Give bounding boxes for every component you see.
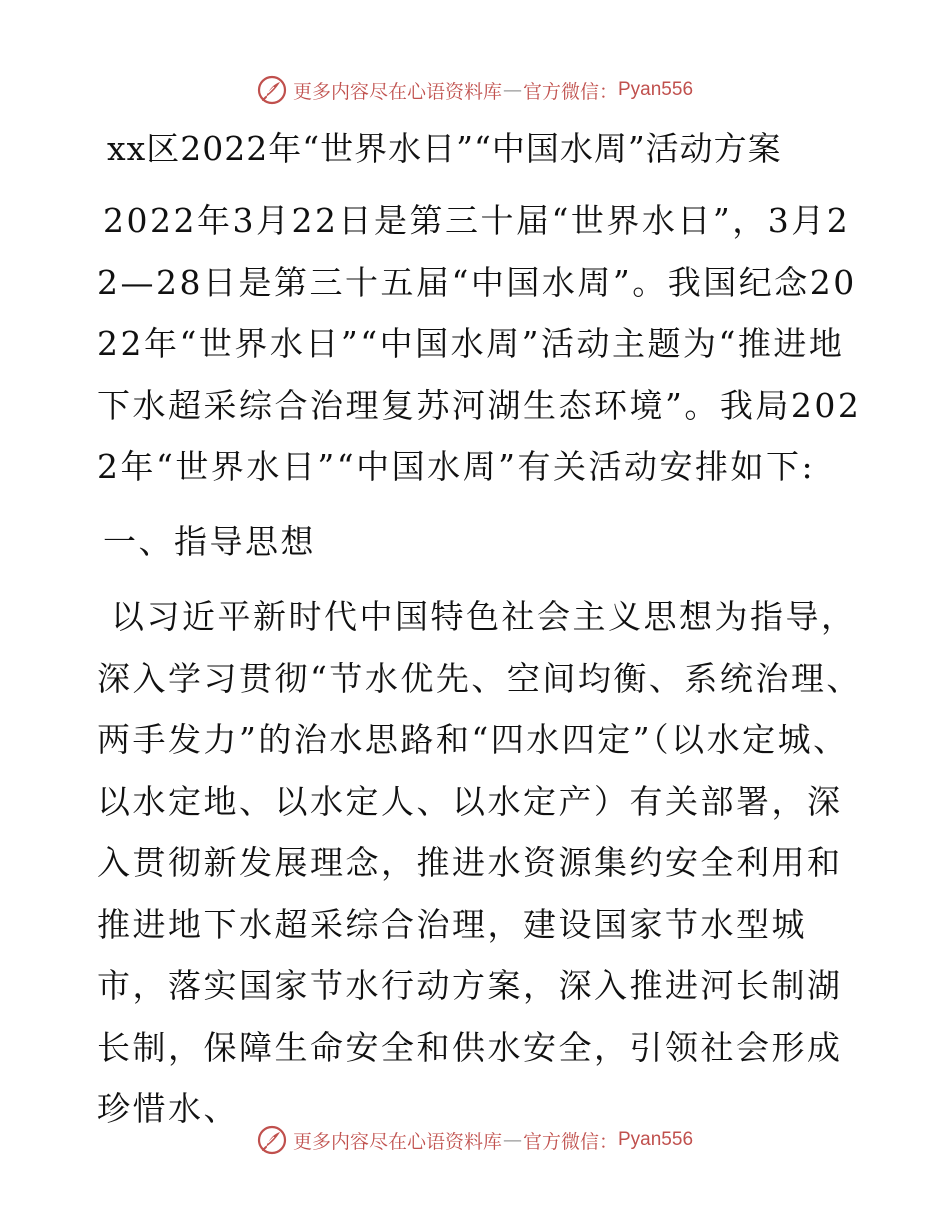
header-watermark — [0, 70, 950, 110]
document-body — [97, 118, 867, 1140]
document-title: xx区2022年“世界水日”“中国水周”活动方案 — [107, 129, 782, 168]
feather-pen-logo-icon — [257, 75, 287, 105]
intro-paragraph: 2022年3月22日是第三十届“世界水日”，3月22—28日是第三十五届“中国水周”。我国纪念2022年“世界水日”“中国水周”活动主题为“推进地下水超采综合治理复苏河湖生态环境”。我局2022年“世界水日”“中国水周”有关活动安排如下: — [97, 201, 862, 486]
watermark-wechat-id: Pyan556 — [618, 79, 694, 100]
watermark-separator: — — [502, 79, 522, 101]
feather-pen-logo-icon — [257, 1125, 287, 1155]
watermark-wechat-label: 官方微信： — [522, 80, 618, 103]
watermark-separator: — — [502, 1129, 522, 1151]
watermark-text: 更多内容尽在心语资料库 — [292, 80, 502, 103]
footer-watermark — [0, 1120, 950, 1160]
watermark-text: 更多内容尽在心语资料库 — [292, 1130, 502, 1153]
watermark-wechat-id: Pyan556 — [618, 1129, 694, 1150]
guiding-ideology-paragraph: 以习近平新时代中国特色社会主义思想为指导，深入学习贯彻“节水优先、空间均衡、系统治理、两手发力”的治水思路和“四水四定”（以水定城、以水定地、以水定人、以水定产）有关部署，深入贯彻新发展理念，推进水资源集约安全利用和推进地下水超采综合治理，建设国家节水型城市，落实国家节水行动方案，深入推进河长制湖长制，保障生命安全和供水安全，引领社会形成珍惜水、 — [97, 597, 862, 1128]
section-heading-guiding-ideology: 一、指导思想 — [103, 521, 316, 561]
watermark-wechat-label: 官方微信： — [522, 1130, 618, 1153]
